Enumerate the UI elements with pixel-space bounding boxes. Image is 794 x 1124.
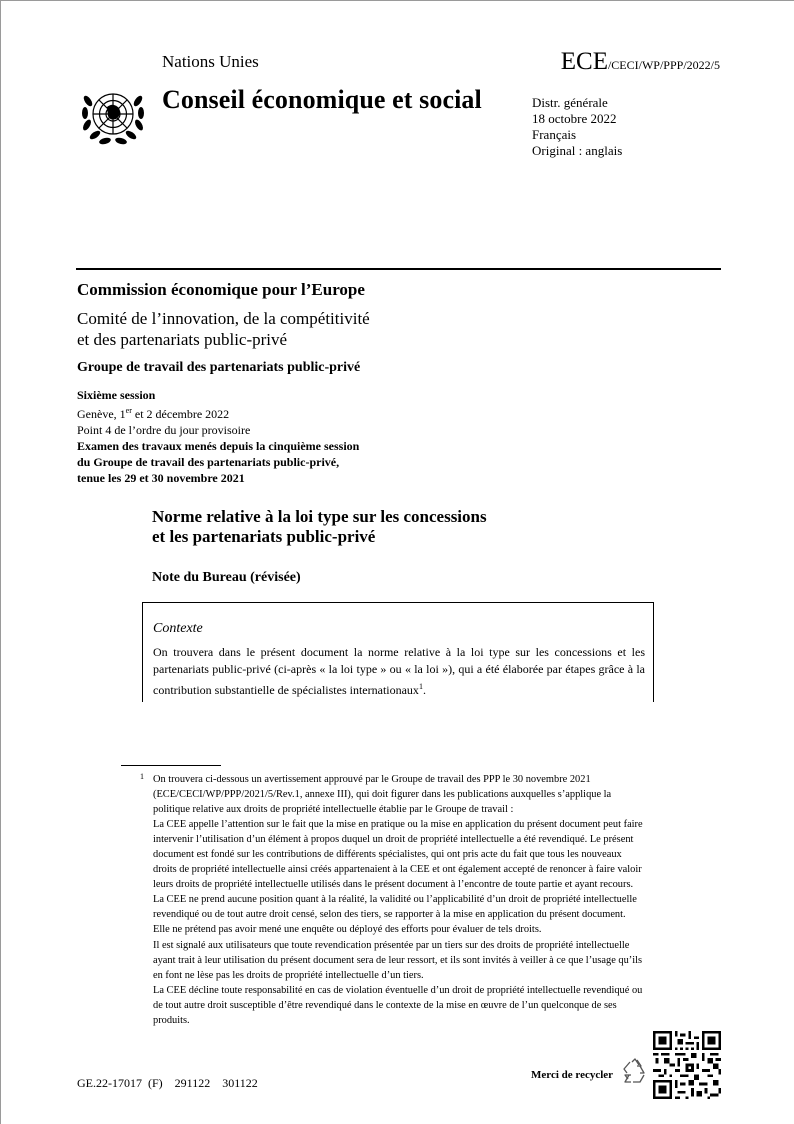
qr-code-icon (653, 1031, 721, 1099)
footnote-text (153, 772, 643, 1028)
committee-name (77, 308, 437, 350)
session-place-sup: er (125, 406, 132, 415)
context-body: On trouvera dans le présent document la norme relative à la loi type sur les concessions et les partenariats public-privé (ci-après « la loi type » ou « la loi »), qui a été élaborée par étapes grâce à la contribution substantielle de spécialistes internationaux (153, 645, 645, 697)
footnote-paragraph: La CEE appelle l’attention sur le fait que la mise en pratique ou la mise en application du présent document peut faire intervenir l’utilisation d’un élément à propos duquel un droit de propriété intellectuelle a été revendiqué. Le présent document est fondé sur les contributions de différents spécialistes, qui ont pris acte du fait que tous les nouveaux droits de propriété intellectuelle ainsi créés appartenaient à la CEE et ont également accepté de renoncer à faire valoir leurs droits de propriété intellectuelle utilisés dans le présent document à l’encontre de toute partie et ayant recours. (153, 819, 643, 891)
agenda-title-line-3: tenue les 29 et 30 novembre 2021 (77, 471, 245, 485)
context-title: Contexte (153, 621, 203, 636)
footnote-reference[interactable]: 1 (418, 682, 423, 691)
recycle-icon (621, 1057, 649, 1085)
document-title (152, 507, 487, 547)
distribution-block (532, 95, 622, 159)
session-place-prefix: Genève, 1 (77, 407, 126, 421)
footnote-divider (121, 765, 221, 766)
session-title: Sixième session (77, 388, 156, 402)
committee-line-1: Comité de l’innovation, de la compétitivité (77, 309, 370, 328)
session-place-suffix: et 2 décembre 2022 (131, 407, 230, 421)
council-title: Conseil économique et social (162, 85, 482, 114)
document-symbol (561, 48, 720, 76)
symbol-prefix: ECE (560, 48, 608, 75)
commission-name: Commission économique pour l’Europe (77, 280, 365, 299)
original-language: Original : anglais (532, 143, 623, 158)
footnote-paragraph: Il est signalé aux utilisateurs que toute revendication présentée par un tiers sur des droits de propriété intellectuelle ayant trait à leur utilisation du présent document sera de leur ressort, et ils sont invités à veiller à ce que l’usage qu’ils en font ne lèse pas les droits de propriété intellectuelle d’un tiers. (153, 939, 643, 981)
agenda-title-line-2: du Groupe de travail des partenariats public-privé, (77, 455, 340, 469)
distribution: Distr. générale (532, 95, 608, 110)
agenda-item: Point 4 de l’ordre du jour provisoire (77, 423, 251, 437)
committee-line-2: et des partenariats public-privé (77, 330, 288, 349)
footnote-paragraph: La CEE décline toute responsabilité en cas de violation éventuelle d’un droit de propriété intellectuelle revendiqué ou de tout autre droit susceptible d’être revendiqué dans le contexte de la mise en œuvre de l’un quelconque de ses produits. (153, 984, 643, 1026)
note-heading: Note du Bureau (révisée) (152, 570, 301, 585)
session-block (77, 387, 359, 486)
job-number: GE.22-17017 (F) 291122 301122 (77, 1076, 258, 1090)
issue-date: 18 octobre 2022 (532, 111, 617, 126)
footnote-paragraph: La CEE ne prend aucune position quant à la réalité, la validité ou l’applicabilité d’un droit de propriété intellectuelle revendiqué ou de tout autre droit censé, selon des tiers, se rapporter à la mise en application du présent document. Elle ne prétend pas avoir mené une enquête ou déployé des efforts pour évaluer de tels droits. (153, 894, 637, 936)
header-divider (76, 268, 721, 270)
document-title-line-1: Norme relative à la loi type sur les concessions (152, 507, 487, 526)
session-place-date (77, 403, 359, 422)
language: Français (532, 127, 577, 142)
organization-name: Nations Unies (162, 52, 259, 71)
recycle-label: Merci de recycler (531, 1069, 614, 1081)
footnote-mark: 1 (140, 772, 144, 781)
context-end: . (422, 683, 426, 697)
un-emblem-icon (80, 83, 146, 149)
context-text (153, 644, 645, 699)
agenda-title-line-1: Examen des travaux menés depuis la cinquième session (77, 439, 360, 453)
symbol-suffix: /CECI/WP/PPP/2022/5 (607, 58, 720, 72)
document-title-line-2: et les partenariats public-privé (152, 527, 376, 546)
working-group-name: Groupe de travail des partenariats public-privé (77, 360, 361, 375)
footnote-paragraph: On trouvera ci-dessous un avertissement approuvé par le Groupe de travail des PPP le 30 novembre 2021 (ECE/CECI/WP/PPP/2021/5/Rev.1, annexe III), qui doit figurer dans les publications auxquelles s’applique la politique relative aux droits de propriété intellectuelle établie par le Groupe de travail : (153, 774, 612, 816)
